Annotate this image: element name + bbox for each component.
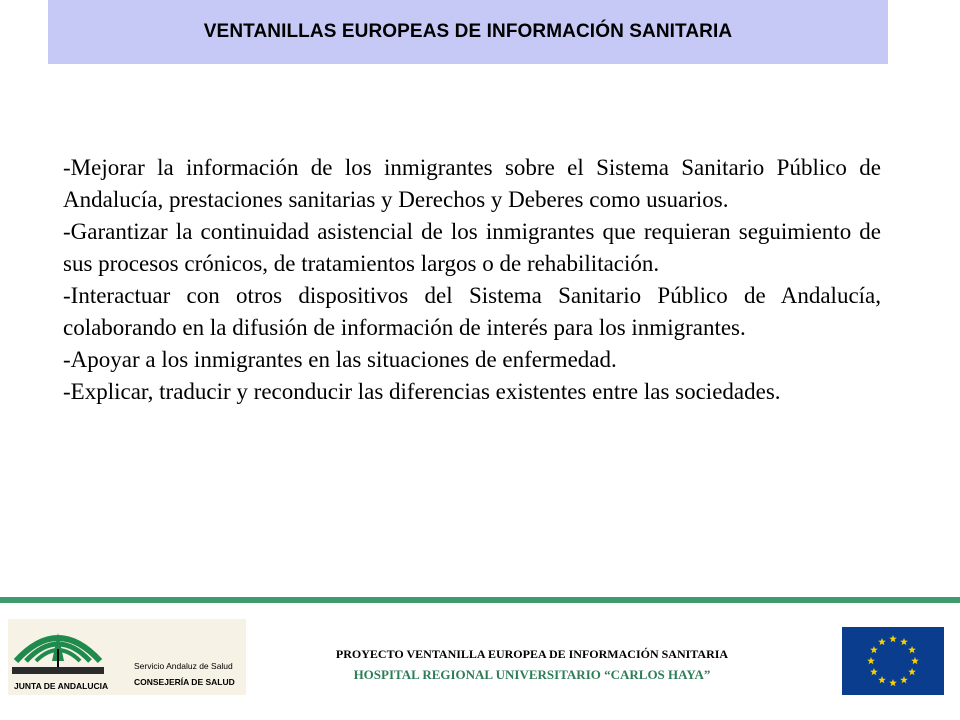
eu-star [889, 635, 897, 642]
logo-right-line1: Servicio Andaluz de Salud [134, 661, 233, 671]
title-banner [48, 0, 888, 64]
footer-hospital-name: HOSPITAL REGIONAL UNIVERSITARIO “CARLOS HAYA” [353, 667, 711, 682]
eu-star [867, 657, 875, 664]
eu-stars [842, 627, 944, 695]
junta-de-andalucia-emblem-icon [8, 619, 246, 695]
objective-paragraph: -Interactuar con otros dispositivos del Sistema Sanitario Público de Andalucía, colaborando en la difusión de información de interés para los inmigrantes. [63, 283, 881, 340]
junta-andalucia-logo [8, 619, 246, 695]
logo-right-line2: CONSEJERÍA DE SALUD [134, 677, 235, 687]
objective-paragraph: -Garantizar la continuidad asistencial de los inmigrantes que requieran seguimiento de sus procesos crónicos, de tratamientos largos o de rehabilitación. [63, 219, 881, 276]
footer-divider [0, 597, 960, 603]
objective-paragraph: -Apoyar a los inmigrantes en las situaciones de enfermedad. [63, 347, 617, 372]
objectives-text [63, 152, 881, 408]
eu-star [870, 646, 878, 653]
eu-star [908, 668, 916, 675]
footer-credits [250, 644, 814, 686]
eu-flag-icon [842, 627, 944, 695]
eu-star [870, 668, 878, 675]
eu-star [878, 638, 886, 645]
eu-star [900, 676, 908, 683]
eu-star [908, 646, 916, 653]
eu-star [900, 638, 908, 645]
logo-left-text: JUNTA DE ANDALUCIA [14, 681, 109, 691]
objective-paragraph: -Explicar, traducir y reconducir las diferencias existentes entre las sociedades. [63, 379, 781, 404]
eu-star [911, 657, 919, 664]
eu-star [889, 679, 897, 686]
objective-paragraph: -Mejorar la información de los inmigrantes sobre el Sistema Sanitario Público de Andalucía, prestaciones sanitarias y Derechos y Deberes como usuarios. [63, 155, 881, 212]
eu-star [878, 676, 886, 683]
footer-project-name: PROYECTO VENTANILLA EUROPEA DE INFORMACIÓN SANITARIA [335, 647, 729, 661]
page-title: VENTANILLAS EUROPEAS DE INFORMACIÓN SANITARIA [203, 21, 733, 42]
